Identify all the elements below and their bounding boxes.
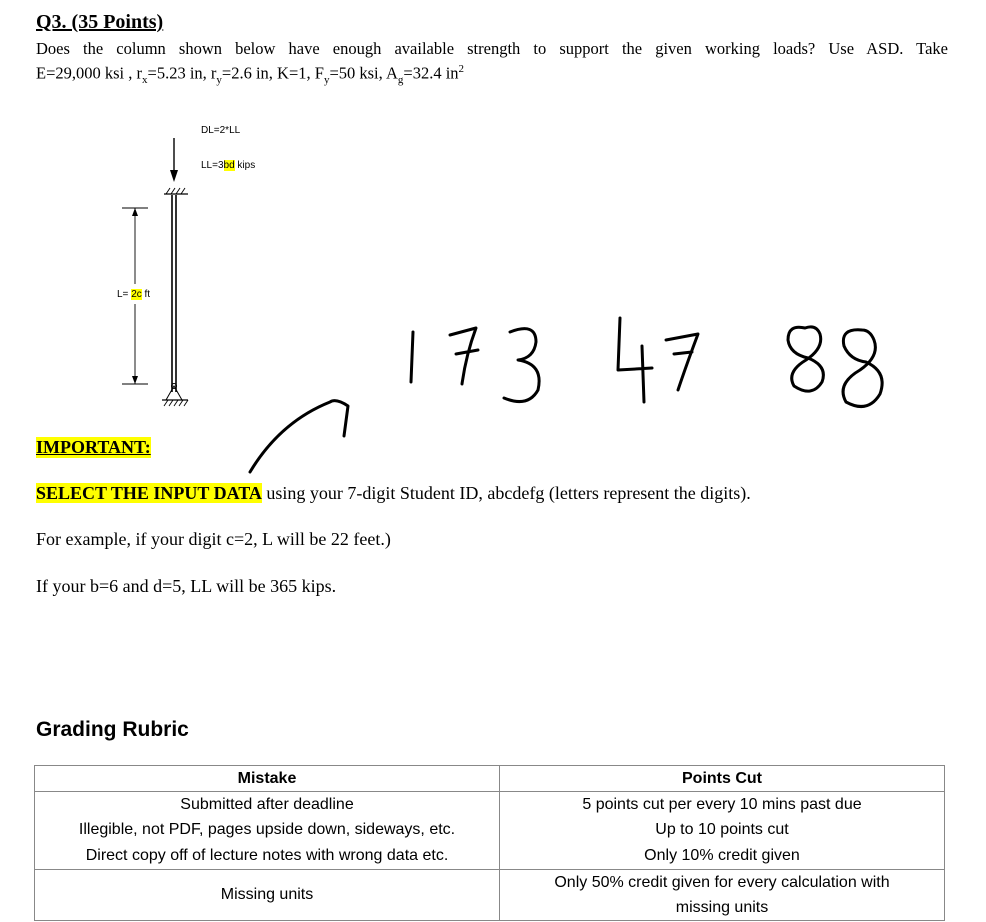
load-arrow-head bbox=[170, 170, 178, 182]
question-title: Q3. (35 Points) bbox=[36, 11, 164, 33]
question-parameters: E=29,000 ksi , $r_x=5.23$ in, $r_y=2.6$ in, K=1, $F_y=50$ ksi, $A_g=32.4$ $in^2$ bbox=[36, 63, 465, 86]
dimension-arrow-bottom bbox=[132, 376, 138, 384]
rubric-header-row bbox=[35, 766, 945, 792]
digit-8-a bbox=[788, 327, 823, 391]
top-support-hatch bbox=[166, 188, 185, 194]
points-cut-cell: Only 10% credit given bbox=[500, 843, 945, 870]
mistake-cell: Direct copy off of lecture notes with wrong data etc. bbox=[35, 843, 500, 870]
bottom-support-hatch bbox=[164, 400, 188, 406]
mistake-cell: Missing units bbox=[35, 870, 500, 921]
digit-1 bbox=[411, 332, 413, 382]
digit-4 bbox=[618, 318, 652, 402]
header-mistake: Mistake bbox=[35, 766, 500, 792]
hand-drawn-arrow bbox=[250, 401, 348, 472]
dimension-arrow-top bbox=[132, 208, 138, 216]
points-cut-cell: 5 points cut per every 10 mins past due bbox=[500, 792, 945, 818]
digit-7-a bbox=[450, 328, 478, 384]
table-row bbox=[35, 817, 945, 843]
digit-7-b bbox=[666, 334, 698, 390]
table-row bbox=[35, 870, 945, 921]
question-text: Does the column shown below have enough available strength to support the given working loads? Use ASD. Take bbox=[36, 39, 948, 58]
handwritten-student-id bbox=[240, 310, 900, 480]
rubric-table bbox=[34, 765, 945, 921]
mistake-cell: Illegible, not PDF, pages upside down, sideways, etc. bbox=[35, 817, 500, 843]
length-label: L= 2c ft bbox=[117, 289, 151, 300]
points-cut-cell: Up to 10 points cut bbox=[500, 817, 945, 843]
important-heading: IMPORTANT: bbox=[36, 437, 151, 457]
points-cut-cell: Only 50% credit given for every calculation with missing units bbox=[500, 870, 945, 921]
select-input-instructions: SELECT THE INPUT DATA using your 7-digit Student ID, abcdefg (letters represent the digits). bbox=[36, 483, 751, 503]
table-row bbox=[35, 843, 945, 870]
digit-8-b bbox=[843, 330, 882, 407]
table-row bbox=[35, 792, 945, 818]
digit-3 bbox=[504, 329, 539, 402]
example-text: For example, if your digit c=2, L will be 22 feet.) bbox=[36, 529, 391, 549]
rubric-title: Grading Rubric bbox=[36, 718, 189, 741]
mistake-cell: Submitted after deadline bbox=[35, 792, 500, 818]
live-load-label: LL=3bd kips bbox=[201, 160, 256, 171]
example-text-2: If your b=6 and d=5, LL will be 365 kips. bbox=[36, 576, 337, 596]
header-points-cut: Points Cut bbox=[500, 766, 945, 792]
dead-load-label: DL=2*LL bbox=[201, 125, 241, 136]
